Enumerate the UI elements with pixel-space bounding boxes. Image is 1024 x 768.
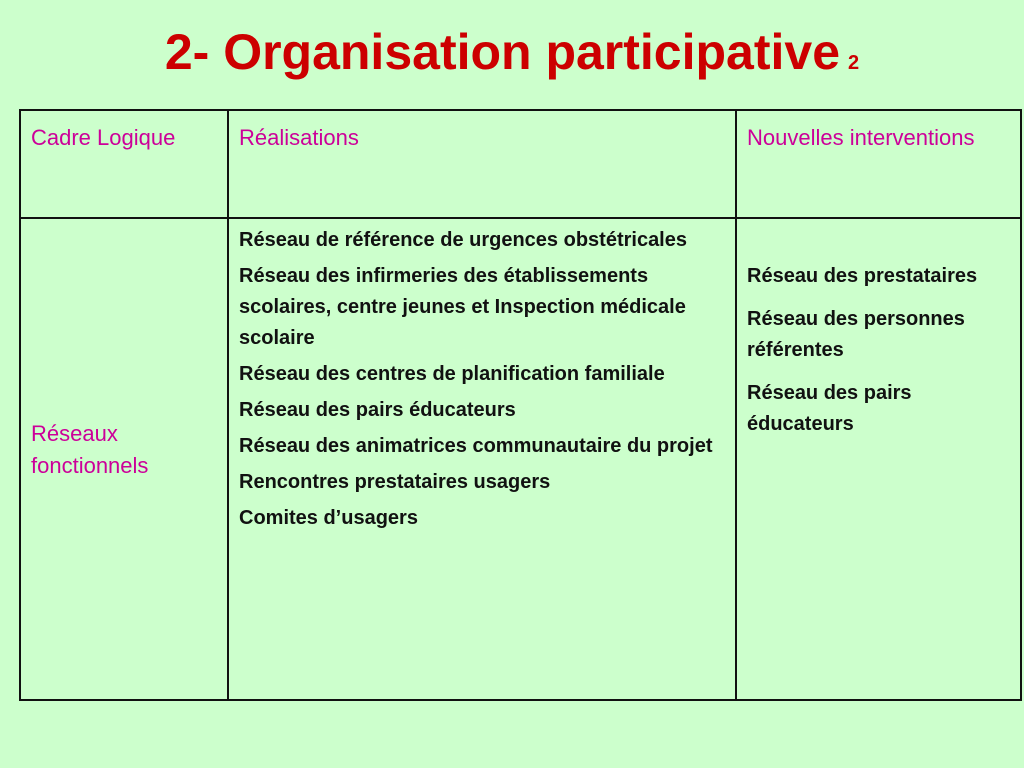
- header-nouvelles-interventions: Nouvelles interventions: [736, 110, 1021, 218]
- row-label-cell: [20, 218, 228, 700]
- list-item: Réseau des personnes référentes: [747, 308, 965, 361]
- list-item: Réseau de référence de urgences obstétricales: [239, 229, 687, 251]
- content-table: [19, 109, 1022, 701]
- list-item: Réseau des pairs éducateurs: [747, 382, 912, 435]
- table-row: [20, 218, 1021, 700]
- list-item: Réseau des prestataires: [747, 265, 978, 287]
- header-realisations: Réalisations: [228, 110, 736, 218]
- list-item: Rencontres prestataires usagers: [239, 471, 551, 493]
- list-item: Réseau des pairs éducateurs: [239, 399, 516, 421]
- realisations-cell: [228, 218, 736, 700]
- list-item: Réseau des animatrices communautaire du projet: [239, 435, 713, 457]
- list-item: Réseau des infirmeries des établissements scolaires, centre jeunes et Inspection médicale scolaire: [239, 265, 686, 349]
- table-header-row: [20, 110, 1021, 218]
- list-item: Réseau des centres de planification familiale: [239, 363, 665, 385]
- nouvelles-interventions-cell: [736, 218, 1021, 700]
- slide-title: [0, 22, 1024, 82]
- header-cadre-logique: Cadre Logique: [20, 110, 228, 218]
- slide-title-number: 2: [848, 52, 860, 74]
- slide-title-main: 2- Organisation participative: [164, 24, 841, 80]
- list-item: Comites d’usagers: [239, 507, 418, 529]
- row-label: Réseaux fonctionnels: [31, 421, 149, 478]
